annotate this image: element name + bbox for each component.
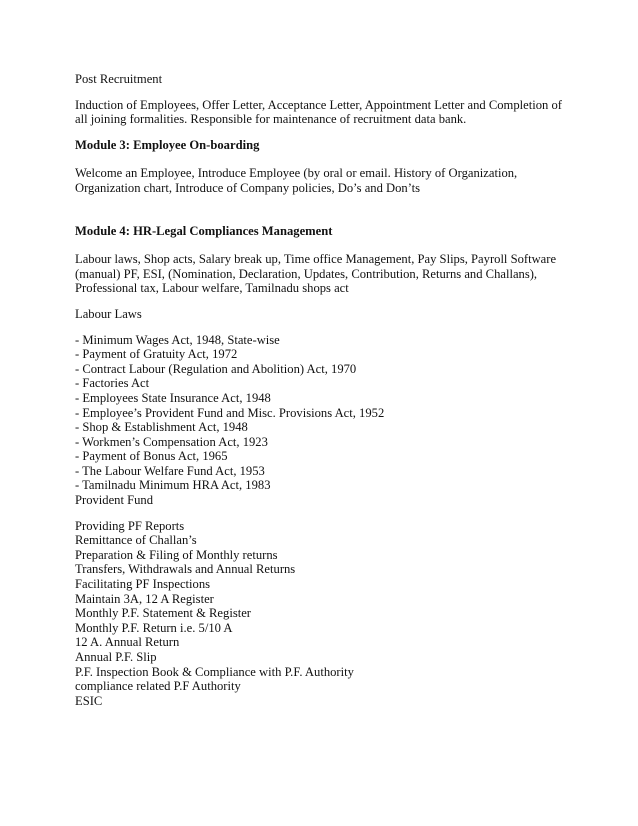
list-item: - The Labour Welfare Fund Act, 1953	[75, 463, 265, 478]
labour-laws-list	[75, 333, 575, 508]
list-item: Annual P.F. Slip	[75, 650, 157, 664]
list-item: Maintain 3A, 12 A Register	[75, 591, 214, 606]
paragraph-line: Organization chart, Introduce of Company policies, Do’s and Don’ts	[75, 180, 421, 195]
paragraph-line: (manual) PF, ESI, (Nomination, Declaration, Updates, Contribution, Returns and Challans),	[75, 266, 538, 281]
module3-heading: Module 3: Employee On-boarding	[75, 137, 260, 152]
module3-paragraph	[75, 166, 575, 195]
list-item: ESIC	[75, 693, 103, 708]
list-item: - Minimum Wages Act, 1948, State-wise	[75, 332, 280, 347]
list-item: - Factories Act	[75, 376, 150, 391]
list-item: Remittance of Challan’s	[75, 533, 197, 548]
list-item: Monthly P.F. Statement & Register	[75, 606, 252, 621]
list-item: Preparation & Filing of Monthly returns	[75, 547, 278, 562]
list-item: - Payment of Bonus Act, 1965	[75, 449, 228, 464]
labour-laws-heading: Labour Laws	[75, 306, 142, 321]
paragraph-line: Induction of Employees, Offer Letter, Acceptance Letter, Appointment Letter and Completion of	[75, 97, 562, 112]
list-item: Facilitating PF Inspections	[75, 577, 211, 592]
paragraph-line: Welcome an Employee, Introduce Employee (by oral or email. History of Organization,	[75, 166, 518, 181]
list-item: - Payment of Gratuity Act, 1972	[75, 347, 238, 362]
paragraph-line: Labour laws, Shop acts, Salary break up, Time office Management, Pay Slips, Payroll Software	[75, 252, 557, 267]
list-item: - Employees State Insurance Act, 1948	[75, 390, 271, 405]
list-item: Provident Fund	[75, 493, 154, 508]
paragraph-line: Professional tax, Labour welfare, Tamilnadu shops act	[75, 281, 349, 296]
module4-paragraph	[75, 252, 575, 296]
list-item: - Workmen’s Compensation Act, 1923	[75, 434, 268, 449]
paragraph-line: all joining formalities. Responsible for maintenance of recruitment data bank.	[75, 112, 467, 127]
module4-heading: Module 4: HR-Legal Compliances Management	[75, 223, 333, 238]
document-page	[75, 72, 575, 708]
list-item: compliance related P.F Authority	[75, 679, 241, 694]
list-item: P.F. Inspection Book & Compliance with P.F. Authority	[75, 664, 354, 679]
list-item: - Employee’s Provident Fund and Misc. Provisions Act, 1952	[75, 405, 385, 420]
post-recruitment-heading: Post Recruitment	[75, 72, 163, 86]
list-item: - Shop & Establishment Act, 1948	[75, 420, 248, 435]
post-recruitment-paragraph	[75, 98, 575, 127]
list-item: - Contract Labour (Regulation and Abolition) Act, 1970	[75, 361, 357, 376]
list-item: 12 A. Annual Return	[75, 635, 180, 650]
list-item: Transfers, Withdrawals and Annual Returns	[75, 562, 296, 577]
list-item: - Tamilnadu Minimum HRA Act, 1983	[75, 478, 271, 493]
provident-fund-list	[75, 519, 575, 709]
list-item: Providing PF Reports	[75, 518, 185, 533]
list-item: Monthly P.F. Return i.e. 5/10 A	[75, 620, 233, 635]
